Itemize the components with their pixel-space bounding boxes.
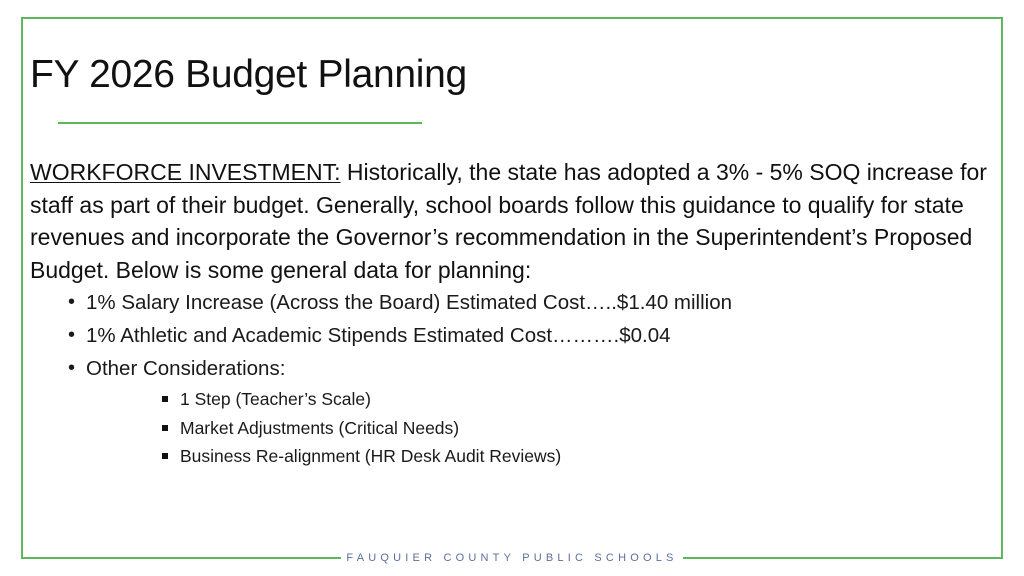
bullet-text: Other Considerations: (86, 357, 286, 380)
frame-border-right (1001, 17, 1003, 559)
slide-body (30, 156, 990, 471)
bullet-text: 1% Salary Increase (Across the Board) Estimated Cost…..$1.40 million (86, 291, 733, 314)
bullet-list (30, 286, 990, 471)
list-item (86, 442, 990, 471)
list-item (30, 352, 990, 471)
sub-bullet-text: Business Re-alignment (HR Desk Audit Reviews) (180, 446, 562, 466)
workforce-investment-heading: WORKFORCE INVESTMENT: (30, 159, 341, 185)
square-bullet-icon (162, 425, 168, 431)
square-bullet-icon (162, 453, 168, 459)
list-item (30, 286, 990, 319)
bullet-text: 1% Athletic and Academic Stipends Estimated Cost……….$0.04 (86, 324, 671, 347)
square-bullet-icon (162, 396, 168, 402)
sub-bullet-text: 1 Step (Teacher’s Scale) (180, 389, 371, 409)
bullet-dot-icon: • (68, 357, 76, 379)
intro-paragraph (30, 156, 990, 286)
bullet-dot-icon: • (68, 324, 76, 346)
footer-organization-name: FAUQUIER COUNTY PUBLIC SCHOOLS (346, 552, 678, 564)
list-item (86, 414, 990, 443)
sub-bullet-text: Market Adjustments (Critical Needs) (180, 417, 460, 438)
slide-title: FY 2026 Budget Planning (30, 53, 467, 96)
frame-border-bottom-right (683, 557, 1003, 559)
list-item (86, 385, 990, 414)
frame-border-bottom-left (21, 557, 341, 559)
title-underline-rule (58, 122, 422, 124)
bullet-dot-icon: • (68, 291, 76, 313)
sub-bullet-list (86, 385, 990, 471)
intro-paragraph-text: Historically, the state has adopted a 3% - 5% SOQ increase for staff as part of their budget. Generally, school boards follow this guidance to qualify for state revenues and incorporate the Governor’s recommendation in the Superintendent’s Proposed Budget. Below is some general data for planning: (30, 159, 987, 283)
list-item (30, 319, 990, 352)
frame-border-top (21, 17, 1003, 19)
frame-border-left (21, 17, 23, 559)
